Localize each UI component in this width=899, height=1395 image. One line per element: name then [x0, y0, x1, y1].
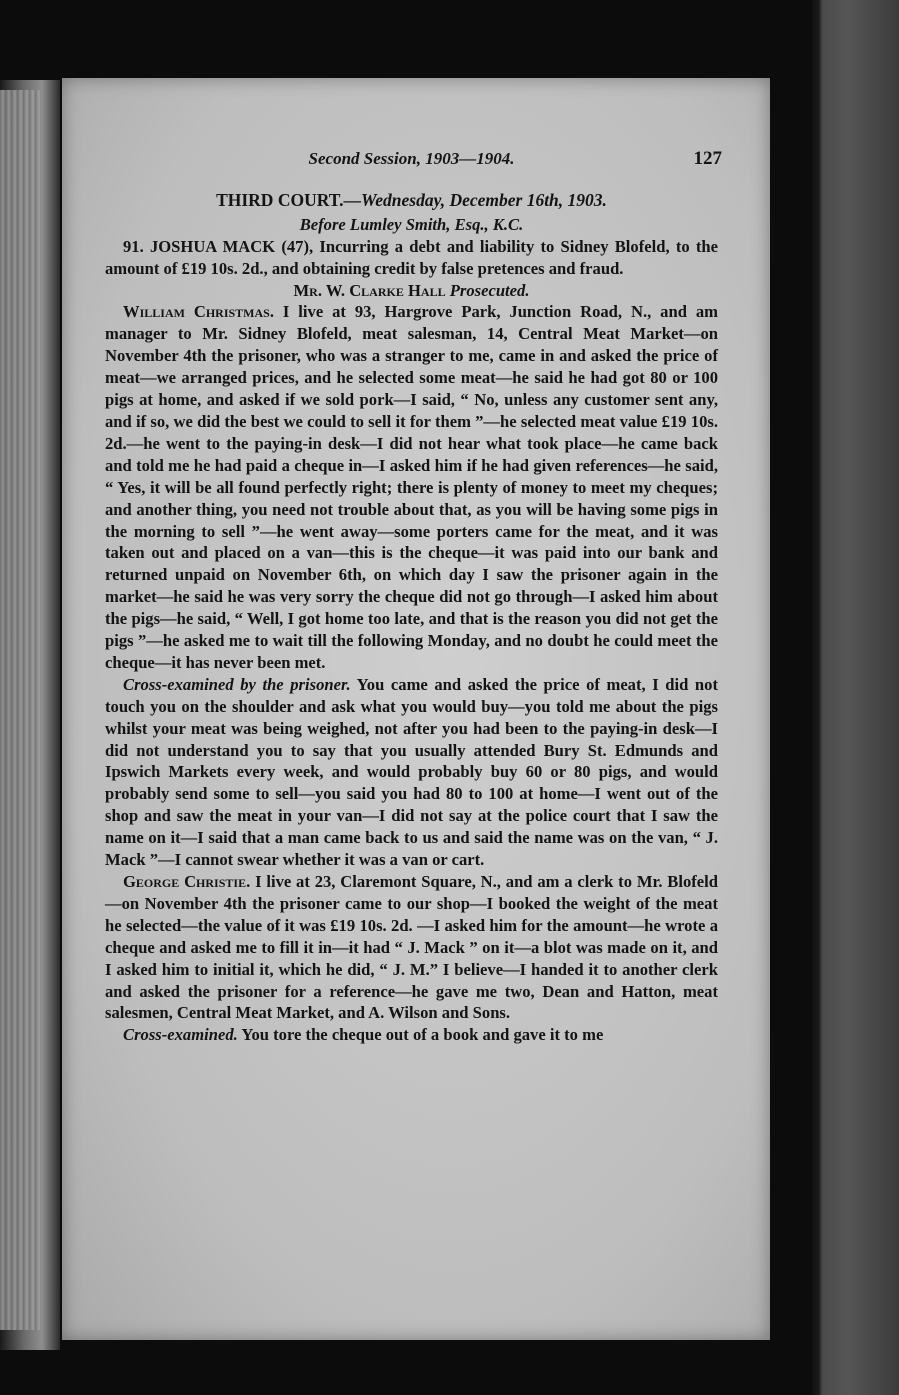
facing-page-edges	[0, 90, 40, 1330]
page-text-block	[105, 148, 722, 1046]
running-head	[105, 148, 722, 170]
prosecutor-name: Mr. W. Clarke Hall	[293, 280, 446, 300]
cross-examination-paragraph	[105, 1024, 718, 1046]
witness-testimony: I live at 93, Hargrove Park, Junction Road, N., and am manager to Mr. Sidney Blofeld, meat salesman, 14, Central Meat Market—on November 4th the prisoner, who was a stranger to me, came in and asked the price of meat—we arranged prices, and he selected some meat—he said he had got 80 or 100 pigs at home, and asked if we sold pork—I said, “ No, unless any customer sent any, and if so, we did the best we could to sell it for them ”—he selected meat value £19 10s. 2d.—he went to the paying-in desk—I did not hear what took place—he came back and told me he had paid a cheque in—I asked him if he had given references—he said, “ Yes, it will be all found perfectly right; there is plenty of money to meet my cheques; and another thing, you need not trouble about that, as you will be having some pigs in the morning to sell ”—he went away—some porters came for the meat, and it was taken out and placed on a van—this is the cheque—it was paid into our bank and returned unpaid on November 6th, on which day I saw the prisoner again in the market—he said he was very sorry the cheque did not go through—I asked him about the pigs—he said, “ Well, I got home too late, and that is the reason you did not get the pigs ”—he asked me to wait till the following Monday, and no doubt he could meet the cheque—it has never been met.	[105, 302, 718, 672]
court-name: THIRD COURT.—	[216, 189, 361, 210]
cross-examination-text: You came and asked the price of meat, I did not touch you on the shoulder and ask what you would buy—you told me about the pigs whilst your meat was being weighed, not after you had been to the paying-in desk—I did not understand you to say that you usually attended Bury St. Edmunds and Ipswich Markets every week, and would probably buy 60 or 80 pigs, and would probably send some to sell—you said you had 80 to 100 at home—I went out of the shop and saw the meat in your van—I did not say at the police court that I saw the name on it—I said that a man came back to us and said the name was on the van, “ J. Mack ”—I cannot swear whether it was a van or cart.	[105, 674, 718, 870]
judge-line: Before Lumley Smith, Esq., K.C.	[299, 214, 524, 234]
witness-name: George Christie.	[123, 872, 251, 891]
witness-christmas-paragraph	[105, 301, 718, 673]
court-heading	[105, 190, 718, 212]
cross-examination-label: Cross-examined by the prisoner.	[123, 674, 351, 694]
witness-testimony: I live at 23, Claremont Square, N., and am a clerk to Mr. Blofeld—on November 4th the prisoner came to our shop—I booked the weight of the meat he selected—the value of it was £19 10s. 2d. —I asked him for the amount—he wrote a cheque and asked me to fill it in—it had “ J. Mack ” on it—a blot was made on it, and I asked him to initial it, which he did, “ J. M.” I believe—I handed it to another clerk and asked the prisoner for a reference—he gave me two, Dean and Hatton, meat salesmen, Central Meat Market, and A. Wilson and Sons.	[105, 872, 718, 1023]
film-edge-strip	[812, 0, 899, 1395]
running-head-title: Second Session, 1903—1904.	[308, 149, 515, 168]
witness-christie-paragraph	[105, 871, 718, 1024]
witness-name: William Christmas.	[123, 302, 274, 322]
court-date: Wednesday, December 16th, 1903.	[360, 189, 607, 210]
page-number: 127	[693, 148, 722, 169]
cross-examination-paragraph	[105, 674, 718, 871]
prosecution-role: Prosecuted.	[449, 280, 530, 300]
prosecution-line	[105, 280, 718, 302]
cross-examination-text: You tore the cheque out of a book and gave it to me	[241, 1025, 604, 1045]
cross-examination-label: Cross-examined.	[123, 1025, 238, 1045]
case-paragraph: 91. JOSHUA MACK (47), Incurring a debt and liability to Sidney Blofeld, to the amount of £19 10s. 2d., and obtaining credit by false pretences and fraud.	[105, 236, 718, 278]
